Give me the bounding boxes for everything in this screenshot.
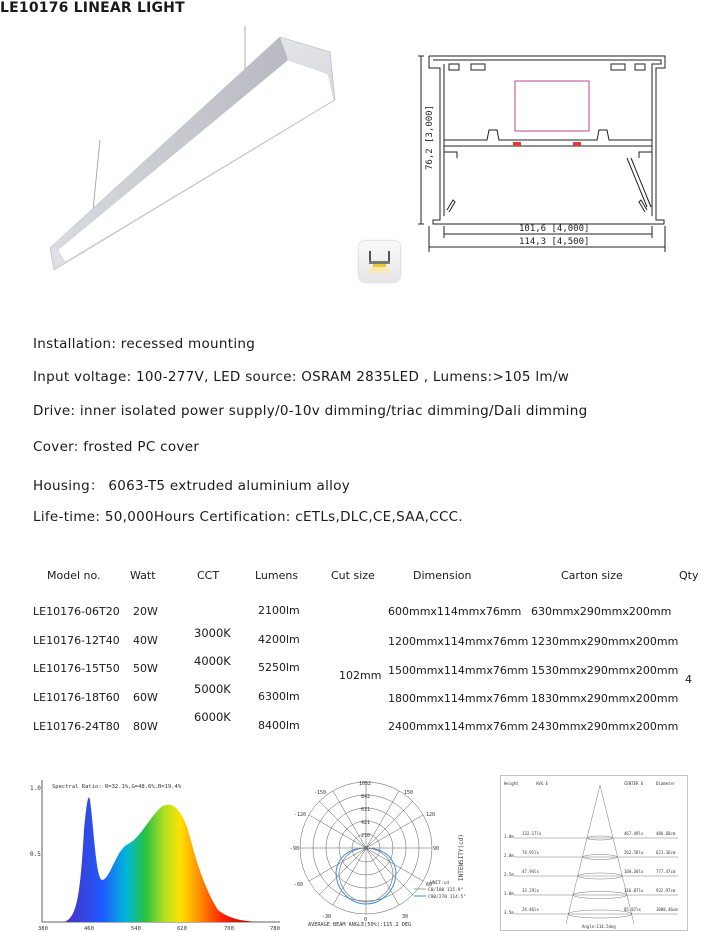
illum-center: 116.87lx: [624, 888, 644, 893]
spectrum-curve: [64, 797, 258, 922]
inner-width-dimension-label: 101,6 [4,000]: [519, 224, 590, 234]
angle-label: 30: [402, 914, 409, 920]
spec-drive: Drive: inner isolated power supply/0-10v dimming/triac dimming/Dali dimming: [33, 403, 588, 419]
spectrum-chart: [28, 770, 286, 932]
col-header-qty: Qty: [679, 569, 699, 582]
height-dimension-label: 76,2 [3,000]: [425, 104, 435, 170]
beam-angle-label: AVERAGE BEAM ANGLE(50%):115.2 DEG: [308, 922, 412, 928]
radial-label: 421: [361, 820, 371, 826]
radial-label: 842: [361, 794, 371, 800]
angle-label: -60: [294, 882, 304, 888]
cell-model: LE10176-24T80: [33, 720, 120, 733]
illum-height: 2.0m: [504, 853, 514, 858]
illum-diameter: 486.68cm: [656, 831, 676, 836]
illum-center: 262.58lx: [624, 850, 644, 855]
x-tick: 380: [38, 926, 48, 932]
cell-lumens: 2100lm: [258, 604, 300, 617]
polar-intensity-chart: [290, 776, 490, 928]
cross-section-drawing: [415, 42, 680, 252]
legend-c90: C90/270 114.5°: [428, 895, 466, 900]
angle-label: 60: [426, 882, 433, 888]
cell-cut-size: 102mm: [339, 669, 382, 682]
illum-center: 467.49lx: [624, 831, 644, 836]
cell-dimension: 1500mmx114mmx76mm: [388, 664, 529, 677]
illuminance-chart: [500, 775, 688, 932]
x-tick: 700: [224, 926, 234, 932]
cell-carton: 630mmx290mmx200mm: [531, 605, 672, 618]
cell-cct-6000k: 6000K: [194, 710, 231, 724]
angle-label: 120: [426, 812, 436, 818]
illum-center: 85.87lx: [624, 907, 641, 912]
x-tick: 540: [131, 926, 141, 932]
col-header-carton: Carton size: [561, 569, 623, 582]
cell-lumens: 8400lm: [258, 719, 300, 732]
angle-label: -150: [314, 790, 327, 796]
spec-cover: Cover: frosted PC cover: [33, 439, 200, 455]
spec-lifetime: Life-time: 50,000Hours Certification: cETLs,DLC,CE,SAA,CCC.: [33, 509, 463, 525]
recessed-mount-icon: [359, 241, 400, 282]
cell-qty: 4: [685, 673, 692, 686]
cell-model: LE10176-18T60: [33, 691, 120, 704]
illum-height: 3.0m: [504, 891, 514, 896]
angle-label: -90: [290, 846, 300, 852]
angle-label: -120: [294, 812, 307, 818]
spec-input-voltage: Input voltage: 100-277V, LED source: OSRAM 2835LED , Lumens:>105 lm/w: [33, 369, 570, 385]
illum-avg: 33.29lx: [522, 888, 539, 893]
intensity-axis-label: INTENSITY(cd): [458, 834, 465, 881]
cell-cct-5000k: 5000K: [194, 682, 231, 696]
radial-label: 210: [361, 833, 371, 839]
illum-avg: 47.94lx: [522, 869, 539, 874]
illum-header-avg: AVG E: [536, 781, 549, 786]
angle-label: 90: [433, 846, 440, 852]
cell-lumens: 5250lm: [258, 661, 300, 674]
col-header-cct: CCT: [197, 569, 220, 582]
y-tick-1: 1.0: [30, 785, 41, 792]
illum-angle-label: Angle:114.5deg: [582, 924, 616, 929]
cell-watt: 50W: [133, 662, 158, 675]
cell-watt: 80W: [133, 720, 158, 733]
cell-dimension: 600mmx114mmx76mm: [388, 605, 522, 618]
illum-header-diameter: Diameter: [656, 781, 676, 786]
product-image: [40, 20, 350, 280]
cell-model: LE10176-12T40: [33, 634, 120, 647]
illum-avg: 132.17lx: [522, 831, 542, 836]
cell-lumens: 6300lm: [258, 690, 300, 703]
illum-header-height: Height: [504, 781, 519, 786]
x-tick: 460: [84, 926, 94, 932]
angle-label: -30: [322, 914, 332, 920]
outer-width-dimension-label: 114,3 [4,500]: [519, 237, 590, 247]
cell-watt: 40W: [133, 634, 158, 647]
illum-avg: 24.46lx: [522, 907, 539, 912]
cell-watt: 60W: [133, 691, 158, 704]
col-header-lumens: Lumens: [255, 569, 299, 582]
cell-carton: 1230mmx290mmx200mm: [531, 635, 679, 648]
cell-carton: 1830mmx290mmx200mm: [531, 692, 679, 705]
illum-diameter: 1088.46cm: [656, 907, 678, 912]
y-tick-05: 0.5: [30, 851, 41, 858]
illum-height: 3.5m: [504, 910, 514, 915]
legend-c0: C0/180 115.9°: [428, 888, 464, 893]
col-header-cut-size: Cut size: [331, 569, 375, 582]
cell-model: LE10176-15T50: [33, 662, 120, 675]
cell-dimension: 1800mmx114mmx76mm: [388, 692, 529, 705]
cell-cct-3000k: 3000K: [194, 626, 231, 640]
col-header-dimension: Dimension: [413, 569, 472, 582]
angle-label: 150: [404, 790, 414, 796]
illum-height: 2.5m: [504, 872, 514, 877]
spec-installation: Installation: recessed mounting: [33, 336, 256, 352]
cell-lumens: 4200lm: [258, 633, 300, 646]
radial-label: 1052: [359, 781, 372, 787]
angle-label: 0: [364, 917, 368, 923]
illum-diameter: 932.97cm: [656, 888, 676, 893]
illum-center: 168.30lx: [624, 869, 644, 874]
cell-watt: 20W: [133, 605, 158, 618]
col-header-model: Model no.: [47, 569, 101, 582]
illum-diameter: 777.47cm: [656, 869, 676, 874]
illum-height: 1.0m: [504, 834, 514, 839]
x-tick: 620: [177, 926, 187, 932]
radial-label: 631: [361, 807, 371, 813]
cell-dimension: 1200mmx114mmx76mm: [388, 635, 529, 648]
cell-cct-4000k: 4000K: [194, 654, 231, 668]
illum-avg: 74.91lx: [522, 850, 539, 855]
cell-dimension: 2400mmx114mmx76mm: [388, 720, 529, 733]
spec-housing: Housing： 6063-T5 extruded aluminium alloy: [33, 478, 351, 494]
illum-diameter: 621.36cm: [656, 850, 676, 855]
illum-header-center: CENTER E: [624, 781, 644, 786]
page-title: LE10176 LINEAR LIGHT: [0, 0, 185, 16]
cell-model: LE10176-06T20: [33, 605, 120, 618]
cell-carton: 1530mmx290mmx200mm: [531, 664, 679, 677]
unit-label: UNIT:cd: [430, 881, 449, 886]
col-header-watt: Watt: [130, 569, 156, 582]
spectral-ratio-label: Spectral Ratio: R=32.1%,G=48.6%,B=19.4%: [52, 784, 182, 790]
cell-carton: 2430mmx290mmx200mm: [531, 720, 679, 733]
x-tick: 780: [270, 926, 280, 932]
